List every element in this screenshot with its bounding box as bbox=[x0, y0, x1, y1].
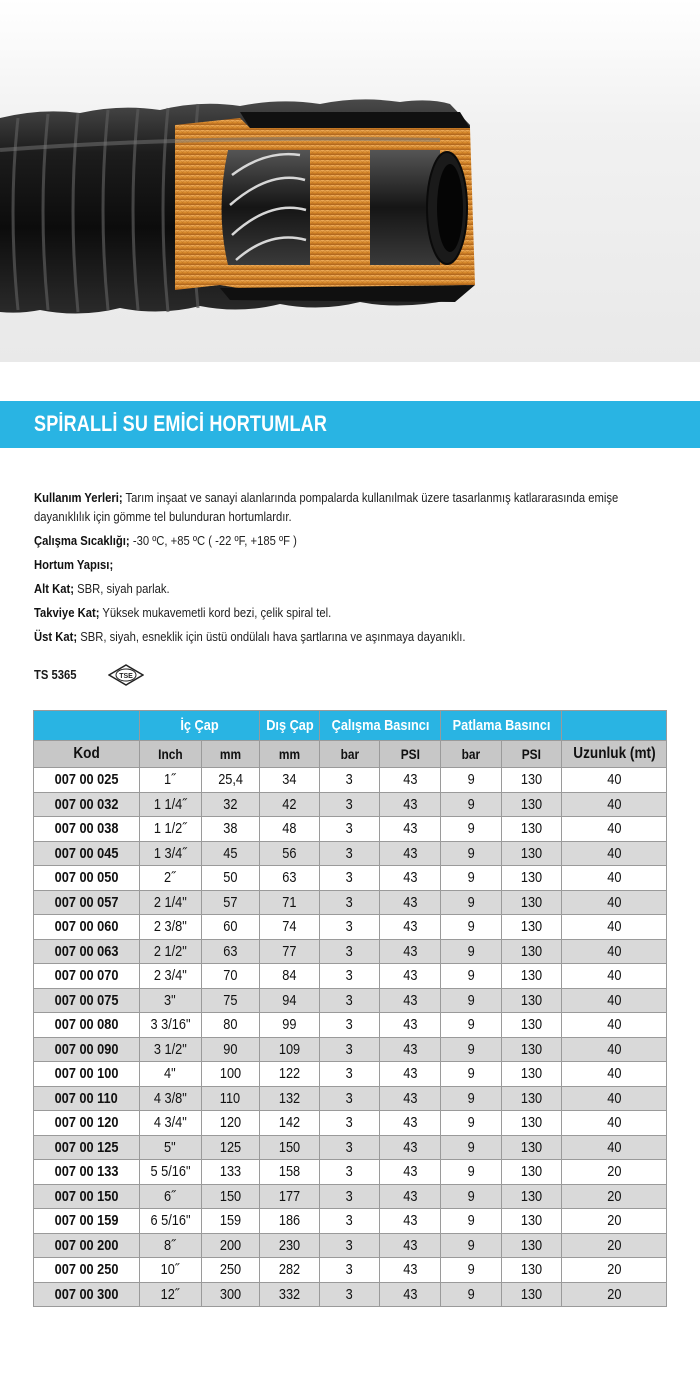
cell-mm-outer: 332 bbox=[260, 1282, 320, 1307]
col-header-kod: Kod bbox=[34, 741, 140, 768]
cell-psi-working: 43 bbox=[380, 1013, 441, 1038]
cell-kod: 007 00 150 bbox=[34, 1184, 140, 1209]
cell-inch: 2˝ bbox=[139, 866, 201, 891]
cell-kod: 007 00 060 bbox=[34, 915, 140, 940]
cell-mm-outer: 34 bbox=[260, 768, 320, 793]
cell-uzunluk: 40 bbox=[562, 964, 667, 989]
cell-kod: 007 00 100 bbox=[34, 1062, 140, 1087]
cell-kod: 007 00 045 bbox=[34, 841, 140, 866]
table-row bbox=[34, 915, 667, 940]
col-header-psi-working: PSI bbox=[380, 741, 441, 768]
cell-bar-working: 3 bbox=[320, 792, 380, 817]
cell-kod: 007 00 070 bbox=[34, 964, 140, 989]
cell-bar-working: 3 bbox=[320, 866, 380, 891]
table-row bbox=[34, 1135, 667, 1160]
cell-bar-burst: 9 bbox=[441, 939, 502, 964]
group-header-blank bbox=[34, 711, 140, 741]
cell-bar-working: 3 bbox=[320, 1135, 380, 1160]
cell-bar-burst: 9 bbox=[441, 1111, 502, 1136]
cell-uzunluk: 40 bbox=[562, 890, 667, 915]
cell-kod: 007 00 057 bbox=[34, 890, 140, 915]
table-row bbox=[34, 1233, 667, 1258]
cell-mm-outer: 56 bbox=[260, 841, 320, 866]
page-title: SPİRALLİ SU EMİCİ HORTUMLAR bbox=[34, 411, 328, 436]
cell-bar-burst: 9 bbox=[441, 1013, 502, 1038]
cell-psi-working: 43 bbox=[380, 1086, 441, 1111]
cell-mm-outer: 109 bbox=[260, 1037, 320, 1062]
cell-psi-burst: 130 bbox=[502, 939, 562, 964]
cell-inch: 2 3/4" bbox=[139, 964, 201, 989]
cell-mm-outer: 186 bbox=[260, 1209, 320, 1234]
cell-kod: 007 00 120 bbox=[34, 1111, 140, 1136]
cell-inch: 2 1/4" bbox=[139, 890, 201, 915]
col-header-mm-inner: mm bbox=[201, 741, 260, 768]
cell-mm-outer: 158 bbox=[260, 1160, 320, 1185]
cell-bar-burst: 9 bbox=[441, 1062, 502, 1087]
cell-psi-working: 43 bbox=[380, 1160, 441, 1185]
cell-mm-outer: 177 bbox=[260, 1184, 320, 1209]
cell-psi-working: 43 bbox=[380, 1062, 441, 1087]
cell-mm-outer: 42 bbox=[260, 792, 320, 817]
cell-psi-working: 43 bbox=[380, 1282, 441, 1307]
cell-mm-outer: 150 bbox=[260, 1135, 320, 1160]
table-row bbox=[34, 939, 667, 964]
cell-inch: 4" bbox=[139, 1062, 201, 1087]
cell-mm-inner: 133 bbox=[201, 1160, 260, 1185]
cell-mm-outer: 63 bbox=[260, 866, 320, 891]
cell-bar-working: 3 bbox=[320, 1037, 380, 1062]
cell-inch: 12˝ bbox=[139, 1282, 201, 1307]
cell-inch: 5 5/16" bbox=[139, 1160, 201, 1185]
group-header-patlama: Patlama Basıncı bbox=[441, 711, 562, 741]
cell-mm-inner: 63 bbox=[201, 939, 260, 964]
cell-mm-outer: 99 bbox=[260, 1013, 320, 1038]
cell-inch: 1 1/2˝ bbox=[139, 817, 201, 842]
col-header-mm-outer: mm bbox=[260, 741, 320, 768]
cell-psi-burst: 130 bbox=[502, 1062, 562, 1087]
cell-mm-outer: 94 bbox=[260, 988, 320, 1013]
cell-mm-inner: 110 bbox=[201, 1086, 260, 1111]
cell-kod: 007 00 032 bbox=[34, 792, 140, 817]
usage-text: Tarım inşaat ve sanayi alanlarında pompalarda kullanılmak üzere tasarlanmış katlararasında emişe dayanıklılık için gömme tel bulunduran hortumlardır. bbox=[34, 491, 619, 524]
cell-uzunluk: 40 bbox=[562, 1013, 667, 1038]
table-row bbox=[34, 866, 667, 891]
cell-psi-burst: 130 bbox=[502, 1086, 562, 1111]
cell-mm-inner: 38 bbox=[201, 817, 260, 842]
cell-mm-inner: 32 bbox=[201, 792, 260, 817]
cell-mm-inner: 45 bbox=[201, 841, 260, 866]
cell-psi-burst: 130 bbox=[502, 1258, 562, 1283]
cell-bar-working: 3 bbox=[320, 1258, 380, 1283]
cell-uzunluk: 40 bbox=[562, 1135, 667, 1160]
cell-uzunluk: 20 bbox=[562, 1184, 667, 1209]
cell-psi-burst: 130 bbox=[502, 866, 562, 891]
cell-kod: 007 00 110 bbox=[34, 1086, 140, 1111]
cell-psi-burst: 130 bbox=[502, 1111, 562, 1136]
cell-bar-burst: 9 bbox=[441, 1135, 502, 1160]
cell-psi-burst: 130 bbox=[502, 964, 562, 989]
standard-code: TS 5365 bbox=[34, 668, 77, 682]
cell-bar-working: 3 bbox=[320, 1062, 380, 1087]
cell-psi-burst: 130 bbox=[502, 1037, 562, 1062]
cell-psi-working: 43 bbox=[380, 817, 441, 842]
spec-table bbox=[33, 710, 667, 1307]
cell-psi-working: 43 bbox=[380, 1135, 441, 1160]
cell-psi-working: 43 bbox=[380, 1209, 441, 1234]
cell-kod: 007 00 050 bbox=[34, 866, 140, 891]
cell-uzunluk: 40 bbox=[562, 841, 667, 866]
cell-mm-outer: 74 bbox=[260, 915, 320, 940]
cell-bar-burst: 9 bbox=[441, 1209, 502, 1234]
cell-uzunluk: 40 bbox=[562, 1062, 667, 1087]
cell-inch: 6˝ bbox=[139, 1184, 201, 1209]
table-row bbox=[34, 964, 667, 989]
cell-psi-burst: 130 bbox=[502, 1013, 562, 1038]
cell-inch: 1 3/4˝ bbox=[139, 841, 201, 866]
cell-bar-working: 3 bbox=[320, 841, 380, 866]
cell-bar-burst: 9 bbox=[441, 1258, 502, 1283]
temperature-text: -30 ºC, +85 ºC ( -22 ºF, +185 ºF ) bbox=[132, 534, 297, 548]
structure-paragraph bbox=[34, 556, 610, 575]
cell-bar-burst: 9 bbox=[441, 1037, 502, 1062]
reinforcement-label: Takviye Kat; bbox=[34, 606, 100, 620]
col-header-uzunluk: Uzunluk (mt) bbox=[562, 741, 667, 768]
cell-mm-outer: 48 bbox=[260, 817, 320, 842]
reinforcement-paragraph bbox=[34, 604, 610, 623]
cell-inch: 2 3/8" bbox=[139, 915, 201, 940]
cell-bar-burst: 9 bbox=[441, 1160, 502, 1185]
cell-bar-working: 3 bbox=[320, 1086, 380, 1111]
cell-mm-inner: 125 bbox=[201, 1135, 260, 1160]
product-hero-image bbox=[0, 0, 700, 362]
cell-inch: 6 5/16" bbox=[139, 1209, 201, 1234]
cell-psi-working: 43 bbox=[380, 988, 441, 1013]
cell-bar-burst: 9 bbox=[441, 988, 502, 1013]
inner-layer-paragraph bbox=[34, 580, 610, 599]
cell-psi-burst: 130 bbox=[502, 768, 562, 793]
cell-mm-outer: 71 bbox=[260, 890, 320, 915]
reinforcement-text: Yüksek mukavemetli kord bezi, çelik spiral tel. bbox=[102, 606, 332, 620]
table-row bbox=[34, 1258, 667, 1283]
cell-bar-working: 3 bbox=[320, 1282, 380, 1307]
cell-psi-working: 43 bbox=[380, 792, 441, 817]
cell-psi-working: 43 bbox=[380, 841, 441, 866]
cell-uzunluk: 20 bbox=[562, 1258, 667, 1283]
cell-bar-burst: 9 bbox=[441, 1184, 502, 1209]
cell-inch: 3" bbox=[139, 988, 201, 1013]
cell-uzunluk: 40 bbox=[562, 1086, 667, 1111]
cell-mm-outer: 230 bbox=[260, 1233, 320, 1258]
tse-logo-icon bbox=[108, 664, 144, 691]
cell-inch: 4 3/4" bbox=[139, 1111, 201, 1136]
cell-mm-inner: 75 bbox=[201, 988, 260, 1013]
cell-inch: 3 3/16" bbox=[139, 1013, 201, 1038]
cell-bar-burst: 9 bbox=[441, 1282, 502, 1307]
cell-uzunluk: 40 bbox=[562, 792, 667, 817]
cell-mm-inner: 150 bbox=[201, 1184, 260, 1209]
cell-bar-burst: 9 bbox=[441, 964, 502, 989]
cell-kod: 007 00 159 bbox=[34, 1209, 140, 1234]
cell-mm-outer: 122 bbox=[260, 1062, 320, 1087]
cell-bar-burst: 9 bbox=[441, 817, 502, 842]
table-row bbox=[34, 1111, 667, 1136]
usage-paragraph bbox=[34, 489, 673, 527]
cell-mm-inner: 120 bbox=[201, 1111, 260, 1136]
cell-bar-burst: 9 bbox=[441, 866, 502, 891]
group-header-row bbox=[34, 711, 667, 741]
temperature-paragraph bbox=[34, 532, 610, 551]
cell-kod: 007 00 025 bbox=[34, 768, 140, 793]
product-description bbox=[34, 489, 674, 652]
sub-header-row bbox=[34, 741, 667, 768]
cell-bar-burst: 9 bbox=[441, 768, 502, 793]
cell-psi-burst: 130 bbox=[502, 988, 562, 1013]
cell-psi-working: 43 bbox=[380, 866, 441, 891]
cell-bar-working: 3 bbox=[320, 964, 380, 989]
cell-mm-outer: 142 bbox=[260, 1111, 320, 1136]
title-banner bbox=[0, 401, 700, 448]
cell-bar-burst: 9 bbox=[441, 890, 502, 915]
cell-psi-burst: 130 bbox=[502, 890, 562, 915]
group-header-dis-cap: Dış Çap bbox=[260, 711, 320, 741]
cell-inch: 2 1/2" bbox=[139, 939, 201, 964]
cell-psi-burst: 130 bbox=[502, 792, 562, 817]
cell-kod: 007 00 300 bbox=[34, 1282, 140, 1307]
cell-mm-inner: 159 bbox=[201, 1209, 260, 1234]
cell-bar-working: 3 bbox=[320, 768, 380, 793]
table-row bbox=[34, 768, 667, 793]
group-header-ic-cap: İç Çap bbox=[139, 711, 260, 741]
table-row bbox=[34, 1209, 667, 1234]
cell-kod: 007 00 063 bbox=[34, 939, 140, 964]
cell-kod: 007 00 250 bbox=[34, 1258, 140, 1283]
cell-mm-outer: 84 bbox=[260, 964, 320, 989]
cell-psi-burst: 130 bbox=[502, 915, 562, 940]
cell-inch: 10˝ bbox=[139, 1258, 201, 1283]
table-row bbox=[34, 988, 667, 1013]
cell-bar-working: 3 bbox=[320, 1184, 380, 1209]
cell-psi-working: 43 bbox=[380, 915, 441, 940]
table-row bbox=[34, 1062, 667, 1087]
cell-mm-outer: 132 bbox=[260, 1086, 320, 1111]
cell-bar-working: 3 bbox=[320, 1209, 380, 1234]
cell-uzunluk: 20 bbox=[562, 1233, 667, 1258]
cell-psi-burst: 130 bbox=[502, 1160, 562, 1185]
cell-bar-working: 3 bbox=[320, 817, 380, 842]
cell-inch: 8˝ bbox=[139, 1233, 201, 1258]
temperature-label: Çalışma Sıcaklığı; bbox=[34, 534, 130, 548]
cell-psi-working: 43 bbox=[380, 1233, 441, 1258]
cell-mm-inner: 57 bbox=[201, 890, 260, 915]
cell-psi-burst: 130 bbox=[502, 1184, 562, 1209]
col-header-psi-burst: PSI bbox=[502, 741, 562, 768]
cell-bar-working: 3 bbox=[320, 1160, 380, 1185]
cell-mm-inner: 200 bbox=[201, 1233, 260, 1258]
cell-psi-working: 43 bbox=[380, 964, 441, 989]
group-header-blank-end bbox=[562, 711, 667, 741]
cell-psi-burst: 130 bbox=[502, 1135, 562, 1160]
cell-mm-outer: 77 bbox=[260, 939, 320, 964]
cell-bar-working: 3 bbox=[320, 1013, 380, 1038]
cell-mm-inner: 100 bbox=[201, 1062, 260, 1087]
cell-psi-burst: 130 bbox=[502, 1233, 562, 1258]
cell-uzunluk: 20 bbox=[562, 1209, 667, 1234]
cell-bar-working: 3 bbox=[320, 915, 380, 940]
cell-uzunluk: 40 bbox=[562, 915, 667, 940]
outer-layer-label: Üst Kat; bbox=[34, 630, 78, 644]
cell-kod: 007 00 080 bbox=[34, 1013, 140, 1038]
cell-bar-burst: 9 bbox=[441, 1086, 502, 1111]
cell-uzunluk: 40 bbox=[562, 817, 667, 842]
cell-inch: 5" bbox=[139, 1135, 201, 1160]
cell-mm-inner: 250 bbox=[201, 1258, 260, 1283]
inner-layer-text: SBR, siyah parlak. bbox=[77, 582, 170, 596]
table-row bbox=[34, 1184, 667, 1209]
cell-bar-working: 3 bbox=[320, 1111, 380, 1136]
cell-uzunluk: 20 bbox=[562, 1282, 667, 1307]
cell-mm-inner: 80 bbox=[201, 1013, 260, 1038]
cell-kod: 007 00 125 bbox=[34, 1135, 140, 1160]
cell-uzunluk: 40 bbox=[562, 768, 667, 793]
cell-uzunluk: 40 bbox=[562, 1111, 667, 1136]
cell-mm-inner: 25,4 bbox=[201, 768, 260, 793]
cell-uzunluk: 40 bbox=[562, 939, 667, 964]
usage-label: Kullanım Yerleri; bbox=[34, 491, 123, 505]
table-row bbox=[34, 792, 667, 817]
cell-psi-working: 43 bbox=[380, 1037, 441, 1062]
outer-layer-text: SBR, siyah, esneklik için üstü ondülalı hava şartlarına ve aşınmaya dayanıklı. bbox=[80, 630, 466, 644]
cell-inch: 3 1/2" bbox=[139, 1037, 201, 1062]
cell-mm-inner: 50 bbox=[201, 866, 260, 891]
table-row bbox=[34, 1013, 667, 1038]
cell-psi-working: 43 bbox=[380, 890, 441, 915]
cell-mm-inner: 70 bbox=[201, 964, 260, 989]
spiral-hose-illustration bbox=[0, 0, 700, 362]
table-row bbox=[34, 1282, 667, 1307]
cell-bar-burst: 9 bbox=[441, 915, 502, 940]
cell-bar-working: 3 bbox=[320, 1233, 380, 1258]
cell-mm-inner: 60 bbox=[201, 915, 260, 940]
svg-text:TSE: TSE bbox=[119, 673, 133, 680]
cell-psi-burst: 130 bbox=[502, 841, 562, 866]
table-row bbox=[34, 817, 667, 842]
cell-psi-burst: 130 bbox=[502, 817, 562, 842]
cell-bar-burst: 9 bbox=[441, 1233, 502, 1258]
cell-uzunluk: 40 bbox=[562, 866, 667, 891]
cell-kod: 007 00 075 bbox=[34, 988, 140, 1013]
cell-psi-burst: 130 bbox=[502, 1282, 562, 1307]
table-row bbox=[34, 841, 667, 866]
cell-psi-working: 43 bbox=[380, 1111, 441, 1136]
cell-inch: 4 3/8" bbox=[139, 1086, 201, 1111]
cell-psi-burst: 130 bbox=[502, 1209, 562, 1234]
cell-kod: 007 00 200 bbox=[34, 1233, 140, 1258]
cell-mm-outer: 282 bbox=[260, 1258, 320, 1283]
table-row bbox=[34, 1037, 667, 1062]
cell-kod: 007 00 038 bbox=[34, 817, 140, 842]
col-header-inch: Inch bbox=[139, 741, 201, 768]
cell-bar-burst: 9 bbox=[441, 841, 502, 866]
cell-psi-working: 43 bbox=[380, 1258, 441, 1283]
inner-layer-label: Alt Kat; bbox=[34, 582, 75, 596]
cell-bar-working: 3 bbox=[320, 988, 380, 1013]
cell-inch: 1 1/4˝ bbox=[139, 792, 201, 817]
spec-table-body bbox=[34, 768, 667, 1307]
cell-kod: 007 00 090 bbox=[34, 1037, 140, 1062]
cell-uzunluk: 40 bbox=[562, 988, 667, 1013]
cell-psi-working: 43 bbox=[380, 768, 441, 793]
structure-label: Hortum Yapısı; bbox=[34, 558, 114, 572]
col-header-bar-burst: bar bbox=[441, 741, 502, 768]
cell-bar-working: 3 bbox=[320, 890, 380, 915]
cell-inch: 1˝ bbox=[139, 768, 201, 793]
col-header-bar-working: bar bbox=[320, 741, 380, 768]
outer-layer-paragraph bbox=[34, 628, 610, 647]
cell-psi-working: 43 bbox=[380, 1184, 441, 1209]
cell-mm-inner: 300 bbox=[201, 1282, 260, 1307]
cell-kod: 007 00 133 bbox=[34, 1160, 140, 1185]
table-row bbox=[34, 890, 667, 915]
cell-uzunluk: 40 bbox=[562, 1037, 667, 1062]
cell-bar-working: 3 bbox=[320, 939, 380, 964]
cell-bar-burst: 9 bbox=[441, 792, 502, 817]
cell-uzunluk: 20 bbox=[562, 1160, 667, 1185]
cell-mm-inner: 90 bbox=[201, 1037, 260, 1062]
cell-psi-working: 43 bbox=[380, 939, 441, 964]
table-row bbox=[34, 1160, 667, 1185]
table-row bbox=[34, 1086, 667, 1111]
group-header-calisma: Çalışma Basıncı bbox=[320, 711, 441, 741]
